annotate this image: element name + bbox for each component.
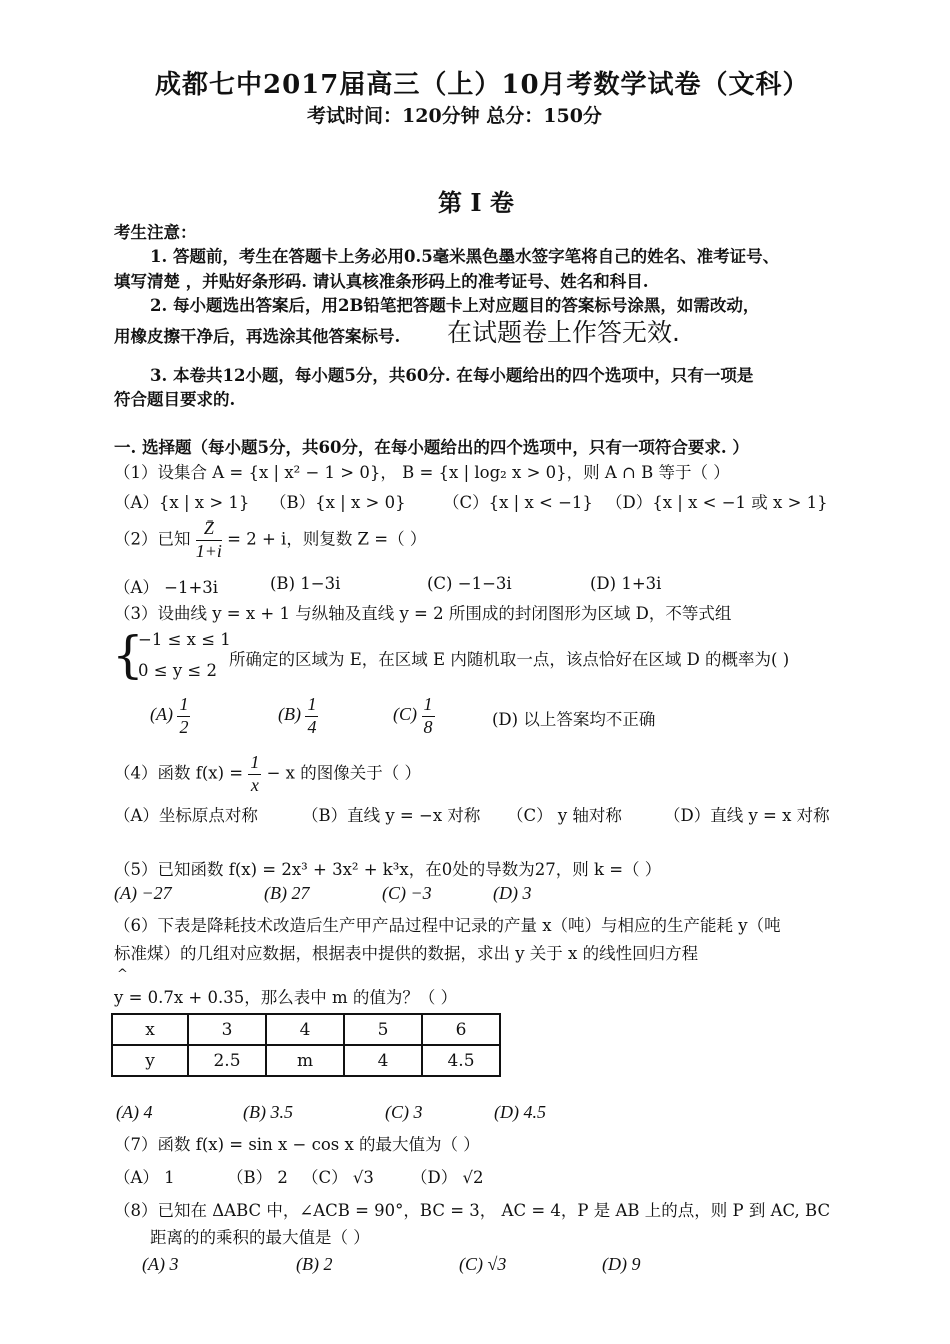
q7-option-d: （D） √2 [411,1168,484,1187]
q3-a-fraction [177,694,190,738]
q7-option-c: （C） √3 [302,1168,374,1187]
table-cell: 6 [422,1014,500,1045]
notice-warning: 在试题卷上作答无效. [447,318,680,347]
q3-option-a [150,694,190,738]
exam-title: 成都七中2017届高三（上）10月考数学试卷（文科） [155,70,810,100]
q4-suffix: − x 的图像关于（ ） [266,763,421,783]
q3-c-num: 1 [422,694,435,717]
q4-option-d: （D）直线 y = x 对称 [664,806,830,825]
q6-data-table [111,1013,501,1077]
q1-option-c: （C）{x | x < −1} [443,493,593,512]
q6-option-d: (D) 4.5 [494,1102,546,1122]
question-1-stem: （1）设集合 A = {x | x² − 1 > 0}， B = {x | log₂ x > 0}，则 A ∩ B 等于（ ） [114,463,730,482]
q3-system-line-1: −1 ≤ x ≤ 1 [138,630,231,649]
question-7-stem: （7）函数 f(x) = sin x − cos x 的最大值为（ ） [114,1135,480,1154]
table-cell: 4 [266,1014,344,1045]
q2-option-c: (C) −1−3i [427,574,512,593]
question-8-line-1: （8）已知在 ΔABC 中，∠ACB = 90°，BC = 3， AC = 4，P 是 AB 上的点，则 P 到 AC, BC [114,1201,831,1220]
question-5-stem: （5）已知函数 f(x) = 2x³ + 3x² + k³x，在0处的导数为27，则 k =（ ） [114,860,662,879]
q3-b-num: 1 [305,694,318,717]
q5-option-b: (B) 27 [264,883,310,903]
question-6-line-2: 标准煤）的几组对应数据，根据表中提供的数据，求出 y 关于 x 的线性回归方程 [114,944,699,963]
q2-option-b: (B) 1−3i [270,574,341,593]
q3-brace: { [112,626,144,684]
q4-option-b: （B）直线 y = −x 对称 [302,806,481,825]
q3-system-line-2: 0 ≤ y ≤ 2 [138,661,217,680]
q4-option-a: （A）坐标原点对称 [114,806,258,825]
q2-denominator: 1+i [195,540,222,561]
q3-b-den: 4 [307,716,317,737]
table-cell: 2.5 [188,1045,266,1076]
notice-line: 用橡皮擦干净后，再选涂其他答案标号. [114,327,401,346]
table-cell: 3 [188,1014,266,1045]
q1-option-d: （D）{x | x < −1 或 x > 1} [606,493,828,512]
q3-a-label: (A) [150,704,173,725]
question-2-stem [114,518,426,562]
q4-fraction [248,752,261,796]
q2-prefix: （2）已知 [114,529,191,549]
q2-suffix: = 2 + i，则复数 Z =（ ） [227,529,427,549]
notice-line: 3. 本卷共12小题，每小题5分，共60分. 在每小题给出的四个选项中，只有一项是 [150,366,754,385]
q2-option-a: （A） −1+3i [114,578,219,597]
q1-option-b: （B）{x | x > 0} [270,493,406,512]
q3-b-label: (B) [278,704,301,725]
table-cell: 5 [344,1014,422,1045]
question-6-line-1: （6）下表是降耗技术改造后生产甲产品过程中记录的产量 x（吨）与相应的生产能耗 y（吨 [114,916,781,935]
table-header-x: x [112,1014,188,1045]
section-title: 第 I 卷 [438,188,514,217]
table-header-y: y [112,1045,188,1076]
question-6-line-3: y = 0.7x + 0.35，那么表中 m 的值为？（ ） [114,988,458,1007]
q4-option-c: （C） y 轴对称 [507,806,622,825]
notice-line: 1. 答题前，考生在答题卡上务必用0.5毫米黑色墨水签字笔将自己的姓名、准考证号、 [150,247,780,266]
q2-numerator: Z̄ [196,518,222,541]
q8-option-c: (C) √3 [459,1254,507,1274]
q1-option-a: （A）{x | x > 1} [114,493,250,512]
q5-option-d: (D) 3 [493,883,532,903]
q8-option-b: (B) 2 [296,1254,333,1274]
q5-option-a: (A) −27 [114,883,172,903]
q6-hat: ^ [117,967,128,982]
q3-c-den: 8 [423,716,433,737]
q3-b-fraction [305,694,318,738]
q3-c-fraction [422,694,435,738]
notice-line: 2. 每小题选出答案后，用2B铅笔把答题卡上对应题目的答案标号涂黑，如需改动， [150,296,760,315]
q4-prefix: （4）函数 f(x) = [114,763,244,783]
notice-line: 符合题目要求的. [114,390,236,409]
question-3-stem: （3）设曲线 y = x + 1 与纵轴及直线 y = 2 所围成的封闭图形为区域 D，不等式组 [114,604,732,623]
q3-a-den: 2 [179,716,189,737]
q8-option-d: (D) 9 [602,1254,641,1274]
q4-numerator: 1 [248,752,261,775]
table-cell: m [266,1045,344,1076]
notice-heading: 考生注意： [114,223,197,242]
q3-c-label: (C) [393,704,417,725]
q3-option-c [393,694,435,738]
q6-option-b: (B) 3.5 [243,1102,293,1122]
table-row [112,1045,500,1076]
q7-option-b: （B） 2 [227,1168,288,1187]
part-heading: 一. 选择题（每小题5分，共60分，在每小题给出的四个选项中，只有一项符合要求. ） [114,438,749,457]
q7-option-a: （A） 1 [114,1168,175,1187]
table-cell: 4 [344,1045,422,1076]
table-row [112,1014,500,1045]
q4-denominator: x [250,774,259,795]
q2-fraction [196,518,222,562]
q3-a-num: 1 [177,694,190,717]
exam-subtitle: 考试时间：120分钟 总分：150分 [307,105,602,127]
q6-option-a: (A) 4 [116,1102,153,1122]
q2-option-d: (D) 1+3i [590,574,662,593]
q3-option-b [278,694,318,738]
table-cell: 4.5 [422,1045,500,1076]
question-8-line-2: 距离的的乘积的最大值是（ ） [150,1228,370,1247]
q8-option-a: (A) 3 [142,1254,179,1274]
q5-option-c: (C) −3 [382,883,432,903]
q3-option-d: (D) 以上答案均不正确 [492,710,656,729]
notice-line: 填写清楚 ，并贴好条形码. 请认真核准条形码上的准考证号、姓名和科目. [114,272,649,291]
q6-option-c: (C) 3 [385,1102,423,1122]
question-4-stem [114,752,421,796]
q3-continuation: 所确定的区域为 E，在区域 E 内随机取一点，该点恰好在区域 D 的概率为( ) [229,650,790,669]
